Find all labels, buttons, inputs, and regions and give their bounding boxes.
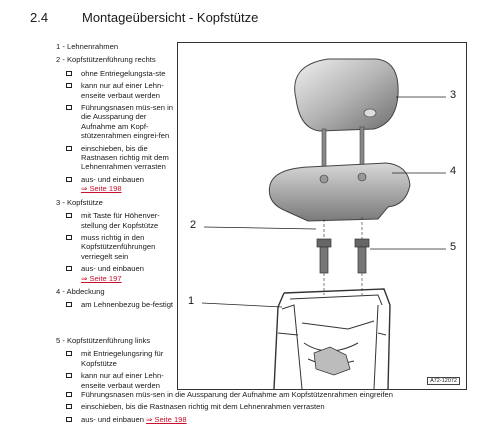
- legend-item: mit Entriegelungsring für Kopfstütze: [56, 349, 174, 368]
- legend-title: 5 - Kopfstützenführung links: [56, 336, 151, 345]
- guide-left-part: [355, 239, 369, 273]
- legend-item: aus- und einbauen ⇒ Seite 197: [56, 264, 174, 283]
- cover-part: [269, 163, 410, 221]
- checkbox-icon: [66, 177, 72, 182]
- callout-5: 5: [450, 241, 457, 253]
- page-link[interactable]: ⇒ Seite 198: [146, 414, 187, 424]
- checkbox-icon: [66, 392, 72, 397]
- headrest-cushion: [295, 59, 398, 131]
- checkbox-icon: [66, 83, 72, 88]
- exploded-view-figure: [177, 42, 467, 390]
- legend-item: einschieben, bis die Rastnasen richtig mit dem Lehnenrahmen verrasten: [56, 402, 436, 411]
- legend-section-5-wide: [56, 390, 436, 427]
- legend-section-1: [56, 42, 174, 51]
- legend-title: 1 - Lehnenrahmen: [56, 42, 119, 51]
- page-link[interactable]: ⇒ Seite 198: [81, 184, 122, 194]
- checkbox-icon: [66, 351, 72, 356]
- legend-item: muss richtig in den Kopfstützenführungen verriegelt sein: [56, 233, 174, 261]
- section-number: 2.4: [30, 10, 49, 25]
- legend-title: 2 - Kopfstützenführung rechts: [56, 55, 156, 65]
- checkbox-icon: [66, 213, 72, 218]
- checkbox-icon: [66, 404, 72, 409]
- checkbox-icon: [66, 105, 72, 110]
- legend-item: aus- und einbauen ⇒ Seite 198: [56, 175, 174, 194]
- callout-3: 3: [450, 89, 457, 101]
- headrest-post-left: [322, 129, 326, 171]
- legend-item: Führungsnasen müs-sen in die Aussparung der Aufnahme am Kopf-stützenrahmen eingrei-fen: [56, 103, 174, 141]
- legend-item: Führungsnasen müs-sen in die Aussparung der Aufnahme am Kopfstützenrahmen eingreifen: [56, 390, 436, 399]
- section-title: Montageübersicht - Kopfstütze: [82, 10, 259, 25]
- legend-title: 4 - Abdeckung: [56, 286, 105, 296]
- parts-legend: [56, 42, 174, 314]
- legend-item: kann nur auf einer Lehn-enseite verbaut werden: [56, 371, 174, 390]
- legend-item: kann nur auf einer Lehn-enseite verbaut werden: [56, 81, 174, 100]
- headrest-drawing: [178, 43, 466, 389]
- legend-title: 3 - Kopfstütze: [56, 197, 103, 207]
- legend-section-4: [56, 287, 174, 310]
- checkbox-icon: [66, 417, 72, 422]
- page-link[interactable]: ⇒ Seite 197: [81, 273, 122, 283]
- callout-4: 4: [450, 165, 457, 177]
- figure-code: A72-12072: [427, 377, 460, 385]
- legend-item: einschieben, bis die Rastnasen richtig mit dem Lehnenrahmen verrasten: [56, 144, 174, 172]
- callout-1: 1: [188, 295, 195, 307]
- legend-section-2: [56, 55, 174, 193]
- legend-section-3: [56, 198, 174, 283]
- checkbox-icon: [66, 373, 72, 378]
- headrest-post-right: [360, 127, 364, 169]
- checkbox-icon: [66, 71, 72, 76]
- checkbox-icon: [66, 235, 72, 240]
- checkbox-icon: [66, 302, 72, 307]
- legend-item: ohne Entriegelungsta-ste: [56, 69, 174, 78]
- legend-item: aus- und einbauen ⇒ Seite 198: [56, 415, 436, 424]
- checkbox-icon: [66, 266, 72, 271]
- callout-2: 2: [190, 219, 197, 231]
- legend-item: mit Taste für Höhenver-stellung der Kopfstütze: [56, 211, 174, 230]
- guide-right-part: [317, 239, 331, 273]
- checkbox-icon: [66, 146, 72, 151]
- legend-item: am Lehnenbezug be-festigt: [56, 300, 174, 309]
